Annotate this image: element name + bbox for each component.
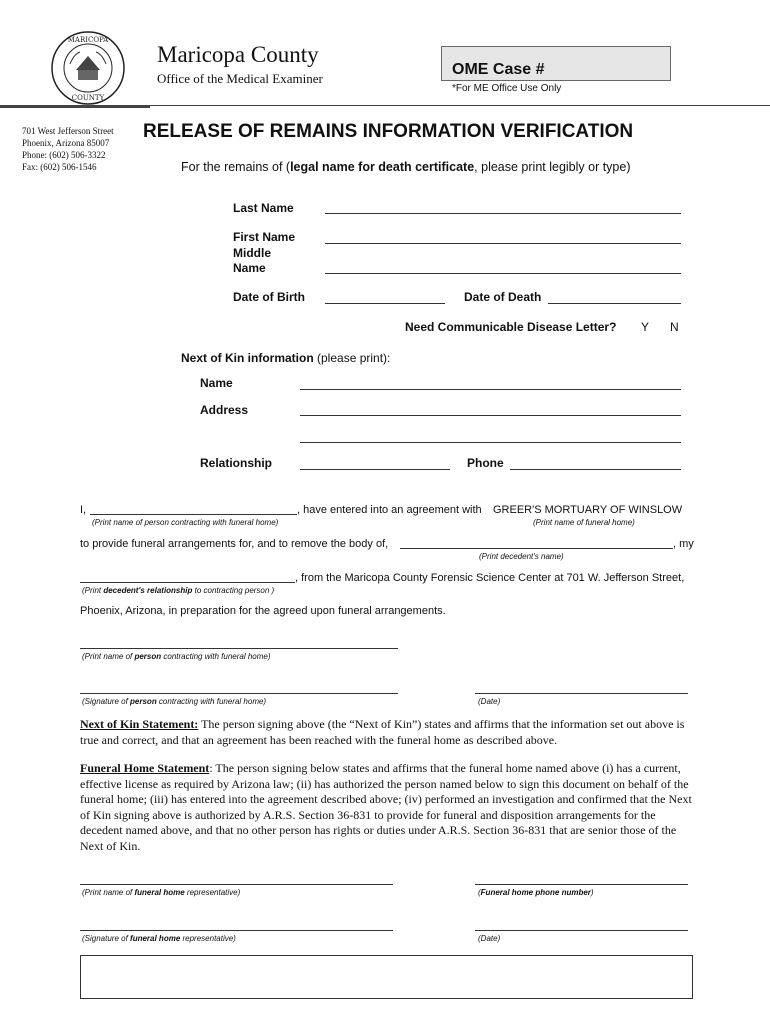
date-of-birth-field[interactable] <box>325 303 445 304</box>
address-city: Phoenix, Arizona 85007 <box>22 138 110 148</box>
hint-signature-person: (Signature of person contracting with funeral home) <box>82 697 267 706</box>
nok-address-field-1[interactable] <box>300 415 681 416</box>
funeral-home-statement: Funeral Home Statement: The person signing below states and affirms that the funeral home named above (i) has a current, effective license as required by Arizona law; (ii) has authorized the person named below to sign this document on behalf of the funeral home; (iii) has entered into the agreement described above; (iv) performed an investigation and confirmed that the Next of Kin signing above is authorized by A.R.S. Section 36-831 to provide for funeral and disposition arrangements for the decedent named above, and that no other person has rights or duties under A.R.S. Section 36-831 that are senior those of the Next of Kin. <box>80 761 692 853</box>
address-phone: Phone: (602) 506-3322 <box>22 150 106 160</box>
nok-address-label: Address <box>200 403 249 417</box>
decedent-name-field[interactable] <box>400 548 673 549</box>
me-office-note: *For ME Office Use Only <box>452 83 562 94</box>
ome-case-label: OME Case # <box>452 61 545 78</box>
hint-print-name-person: (Print name of person contracting with funeral home) <box>82 652 271 661</box>
last-name-field[interactable] <box>325 213 681 214</box>
date-of-birth-label: Date of Birth <box>233 290 305 304</box>
print-name-person-field[interactable] <box>80 648 398 649</box>
address-fax: Fax: (602) 506-1546 <box>22 162 97 172</box>
funeral-home-name[interactable]: GREER'S MORTUARY OF WINSLOW <box>493 504 683 516</box>
funeral-home-phone-field[interactable] <box>475 884 688 885</box>
middle-name-field[interactable] <box>325 273 681 274</box>
nok-name-label: Name <box>200 376 233 390</box>
svg-text:COUNTY: COUNTY <box>71 94 105 102</box>
header-rule-accent <box>0 105 150 108</box>
form-title: RELEASE OF REMAINS INFORMATION VERIFICATION <box>143 121 634 142</box>
agreement-my: , my <box>673 538 694 550</box>
last-name-label: Last Name <box>233 201 294 215</box>
next-of-kin-heading: Next of Kin information (please print): <box>181 351 391 365</box>
relationship-field[interactable] <box>80 582 295 583</box>
signature-person-field[interactable] <box>80 693 398 694</box>
agreement-entered: , have entered into an agreement with <box>297 504 482 516</box>
disease-letter-no[interactable]: N <box>670 320 679 334</box>
county-seal <box>50 30 126 106</box>
funeral-rep-date-field[interactable] <box>475 930 688 931</box>
next-of-kin-statement: Next of Kin Statement: The person signing above (the “Next of Kin”) states and affirms that the information set out above is true and correct, and that an agreement has been reached with the funeral home as described above. <box>80 717 685 747</box>
hint-funeral-rep-signature: (Signature of funeral home representative) <box>82 934 236 943</box>
svg-text:MARICOPA: MARICOPA <box>67 36 109 44</box>
hint-decedent-name: (Print decedent's name) <box>479 552 564 561</box>
office-use-box[interactable] <box>80 955 693 999</box>
address-street: 701 West Jefferson Street <box>22 126 114 136</box>
hint-funeral-home: (Print name of funeral home) <box>533 518 635 527</box>
date-of-death-field[interactable] <box>548 303 681 304</box>
nok-phone-field[interactable] <box>510 469 681 470</box>
county-name: Maricopa County <box>157 42 319 67</box>
office-name: Office of the Medical Examiner <box>157 71 323 86</box>
nok-phone-label: Phone <box>467 456 504 470</box>
agreement-i: I, <box>80 504 87 516</box>
middle-name-label: Name <box>233 261 266 275</box>
hint-funeral-rep-date: (Date) <box>478 934 501 943</box>
agreement-from: , from the Maricopa County Forensic Science Center at 701 W. Jefferson Street, <box>295 572 685 584</box>
first-name-label: First Name <box>233 230 296 244</box>
funeral-rep-name-field[interactable] <box>80 884 393 885</box>
signature-date-field[interactable] <box>475 693 688 694</box>
agreement-phoenix: Phoenix, Arizona, in preparation for the agreed upon funeral arrangements. <box>80 605 446 617</box>
hint-funeral-rep-name: (Print name of funeral home representative) <box>82 888 241 897</box>
hint-contracting-person: (Print name of person contracting with funeral home) <box>92 518 279 527</box>
agreement-provide: to provide funeral arrangements for, and to remove the body of, <box>80 538 389 550</box>
first-name-field[interactable] <box>325 243 681 244</box>
contracting-person-field[interactable] <box>90 514 297 515</box>
funeral-rep-signature-field[interactable] <box>80 930 393 931</box>
hint-relationship: (Print decedent's relationship to contracting person ) <box>82 586 275 595</box>
middle-label: Middle <box>233 246 271 260</box>
hint-signature-date: (Date) <box>478 697 501 706</box>
disease-letter-yes[interactable]: Y <box>641 320 650 334</box>
form-intro: For the remains of (legal name for death certificate, please print legibly or type) <box>181 160 631 174</box>
nok-address-field-2[interactable] <box>300 442 681 443</box>
nok-relationship-field[interactable] <box>300 469 450 470</box>
disease-letter-question: Need Communicable Disease Letter? <box>405 320 617 334</box>
hint-funeral-home-phone: (Funeral home phone number) <box>478 888 594 897</box>
address-block <box>22 125 114 173</box>
nok-relationship-label: Relationship <box>200 456 273 470</box>
nok-name-field[interactable] <box>300 389 681 390</box>
ome-case-box <box>441 46 671 81</box>
date-of-death-label: Date of Death <box>464 290 542 304</box>
